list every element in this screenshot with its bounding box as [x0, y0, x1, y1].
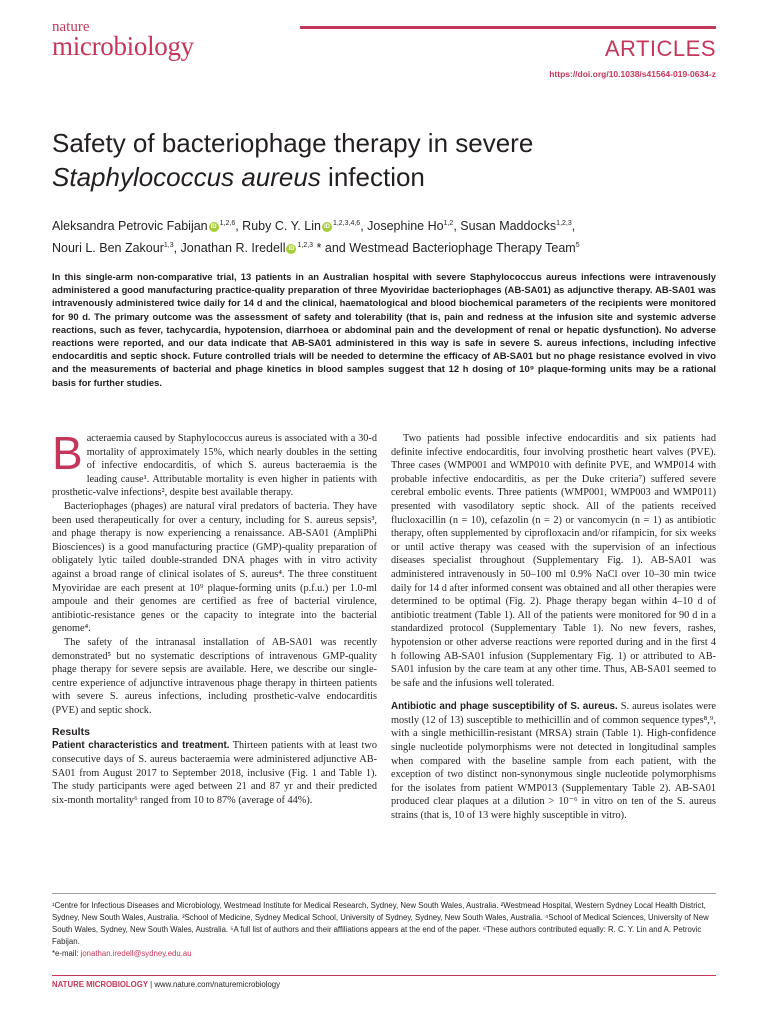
author-separator: , [235, 219, 243, 233]
doi-link[interactable]: https://doi.org/10.1038/s41564-019-0634-z [549, 69, 716, 79]
results-paragraph-2: Two patients had possible infective endocarditis and six patients had definite infective endocarditis, four involving prosthetic heart valves (PVE). Three cases (WMP001 and WMP010 with definite PVE, and WMP014 with probable infective endocarditis, as per the Duke criteria⁷) suffered severe cerebral embolic events. Three patients (WMP001, WMP003 and WMP011) presented with vasodilatory septic shock. All of the patients received flucloxacillin (n = 10), cefazolin (n = 2) or vancomycin (n = 1) as antibiotic therapy, often supplemented by ciprofloxacin and/or rifampicin, for six weeks or until active therapy was ceased with the supervision of an infectious diseases specialist throughout (Supplementary Fig. 1). AB-SA01 was administered intravenously in 50–100 ml 0.9% NaCl over 10–30 min twice daily for 14 d after informed consent was obtained and all other therapies were determined to be optimal (Fig. 2). Phage therapy began within 4–10 d of antibiotic treatment (Table 1). All of the patients were monitored for 90 d in a standardized protocol (Supplementary Table 1). No new fevers, rashes, hypotension or other adverse reactions were reported during and in the first 4 h following AB-SA01 infusion (Supplementary Fig. 1) or attributed to AB-SA01 infusion by the care team at any other time. Thus, AB-SA01 seemed to be safe and the infusions well tolerated. [391, 433, 716, 689]
title-species: Staphylococcus aureus [52, 162, 321, 192]
author-name: Josephine Ho [367, 219, 444, 233]
results-paragraph-3-text: S. aureus isolates were mostly (12 of 13) susceptible to methicillin and of common sequence types⁸,⁹, with a single methicillin-resistant (MRSA) strain (Table 1). High-confidence single nucleotide polymorphisms were not detected in longitudinal samples when compared with the baseline sample from each patient, with the exception of two distinct non-synonymous single nucleotide polymorphisms for the isolates from patient WMP013 (Supplementary Table 2). AB-SA01 produced clear plaques at a dilution > 10⁻⁶ in vitro on ten of the S. aureus strains (that is, 10 of 13 were highly susceptible in vitro). [391, 701, 716, 822]
author-affiliation-marker: 1,3 [163, 241, 174, 249]
author-separator: , [360, 219, 368, 233]
affiliations-text: ¹Centre for Infectious Diseases and Microbiology, Westmead Institute for Medical Research, Sydney, New South Wales, Australia. ²Westmead Hospital, Western Sydney Local Health District, Sydney, New South Wales, Australia. ³School of Medicine, Sydney Medical School, University of Sydney, Sydney, New South Wales, Australia. ⁴School of Medical Sciences, University of New South Wales, Sydney, New South Wales, Australia. ⁵A full list of authors and their affiliations appears at the end of the paper. ⁶These authors contributed equally: R. C. Y. Lin and A. Petrovic Fabijan. [52, 901, 709, 946]
author-name: Jonathan R. Iredell [180, 241, 286, 255]
title-line-2-rest: infection [320, 162, 425, 192]
author-affiliation-marker: 1,2,3 [556, 219, 572, 227]
author-affiliation-marker: 5 [575, 241, 580, 249]
email-label: *e-mail: [52, 949, 81, 958]
title-line-1: Safety of bacteriophage therapy in severe [52, 128, 534, 158]
author-name: Aleksandra Petrovic Fabijan [52, 219, 208, 233]
subheading-susceptibility: Antibiotic and phage susceptibility of S. aureus. [391, 701, 618, 713]
journal-logo [52, 20, 194, 60]
orcid-icon[interactable]: iD [210, 223, 217, 230]
intro-paragraph-3: The safety of the intranasal installation of AB-SA01 was recently demonstrated⁵ but no systematic descriptions of intravenous GMP-quality phage therapy for severe sepsis are available. Here, we describe our single-centre experience of adjunctive intravenous phage therapy in thirteen patients with severe S. aureus infections, including prosthetic-valve endocarditis (PVE) and septic shock. [52, 636, 377, 716]
footer-separator: | [148, 980, 155, 989]
author-affiliation-marker: 1,2 [443, 219, 454, 227]
author-separator: , [453, 219, 461, 233]
subheading-patient-characteristics: Patient characteristics and treatment. [52, 740, 230, 752]
intro-paragraph-1 [52, 427, 377, 500]
author-name: Ruby C. Y. Lin [242, 219, 321, 233]
footer-journal-url[interactable]: www.nature.com/naturemicrobiology [154, 980, 281, 989]
author-separator: , [173, 241, 181, 255]
results-heading: Results [52, 726, 90, 739]
body-column-right [391, 432, 716, 823]
orcid-icon[interactable]: iD [323, 223, 330, 230]
section-label: ARTICLES [604, 36, 716, 61]
author-affiliation-marker: 1,2,3,4,6 [332, 219, 361, 227]
author-name: Westmead Bacteriophage Therapy Team [349, 241, 576, 255]
intro-paragraph-1-text: acteraemia caused by Staphylococcus aureus is associated with a 30-d mortality of approximately 15%, which nearly doubles in the setting of infective endocarditis, of which S. aureus bacteraemia is the leading cause¹. Attributable mortality is even higher in patients with prosthetic-valve infections², despite best available therapy. [52, 433, 377, 499]
corresponding-email-link[interactable]: jonathan.iredell@sydney.edu.au [80, 949, 192, 958]
footer-divider [52, 975, 716, 976]
author-affiliation-marker: 1,2,6 [219, 219, 236, 227]
author-name: Nouri L. Ben Zakour [52, 241, 164, 255]
author-affiliation-marker: 1,2,3 [297, 241, 314, 249]
logo-line-nature: nature [52, 19, 90, 35]
results-paragraph-3 [391, 700, 716, 822]
author-name: Susan Maddocks [460, 219, 557, 233]
title-line-2 [52, 160, 692, 194]
drop-cap: B [52, 427, 83, 479]
intro-paragraph-2: Bacteriophages (phages) are natural viral predators of bacteria. They have been used therapeutically for over a century, including for S. aureus sepsis³, and phage therapy is now experiencing a renaissance. AB-SA01 (AmpliPhi Biosciences) is a good manufacturing practice (GMP)-quality preparation of obligately lytic tailed double-stranded DNA phages with in vitro activity against a broad range of clinical isolates of S. aureus⁴. The three constituent Myoviridae are each present at 10⁹ plaque-forming units (p.f.u.) per 1.0-ml ampoule and their genomes are certified as free of bacterial virulence, antibiotic-resistance genes or the capacity to integrate into the bacterial genome⁴. [52, 500, 377, 635]
author-list [52, 215, 716, 259]
article-title [52, 126, 692, 194]
footer-journal-name: NATURE MICROBIOLOGY [52, 980, 149, 989]
body-column-left [52, 427, 378, 807]
abstract: In this single-arm non-comparative trial, 13 patients in an Australian hospital with severe Staphylococcus aureus infections were intravenously administered a good manufacturing practice-quality preparation of three Myoviridae bacteriophages (AB-SA01) as adjunctive therapy. AB-SA01 was intravenously administered twice daily for 14 d and the clinical, haematological and blood biochemical parameters of the recipients were monitored for 90 d. The primary outcome was the assessment of safety and tolerability (that is, pain and redness at the infusion site and systemic adverse reactions, such as fever, tachycardia, hypotension, diarrhoea or abdominal pain and the development of renal or hepatic dysfunction). No adverse reactions were reported, and our data indicate that AB-SA01 administered in this way is safe in severe S. aureus infections, including infective endocarditis and septic shock. Future controlled trials will be needed to determine the efficacy of AB-SA01 but no phage resistance evolved in vivo and the measurements of bacterial and phage kinetics in blood samples suggest that 12 h dosing of 10⁹ plaque-forming units may be a rational basis for further studies. [52, 271, 716, 388]
page-footer [52, 980, 280, 989]
results-paragraph-1-text: Thirteen patients with at least two consecutive days of S. aureus bacteraemia were administered adjunctive AB-SA01 from August 2017 to September 2018, inclusive (Fig. 1 and Table 1). The study participants were aged between 21 and 87 yr and their predicted six-month mortality⁶ ranged from 10 to 87% (average of 44%). [52, 740, 378, 806]
author-separator: , [571, 219, 576, 233]
author-separator: * and [313, 241, 350, 255]
logo-line-microbiology: microbiology [52, 31, 194, 61]
results-paragraph-1 [52, 739, 377, 807]
footnote-divider [52, 893, 716, 894]
orcid-icon[interactable]: iD [288, 245, 295, 252]
affiliations [52, 900, 716, 960]
